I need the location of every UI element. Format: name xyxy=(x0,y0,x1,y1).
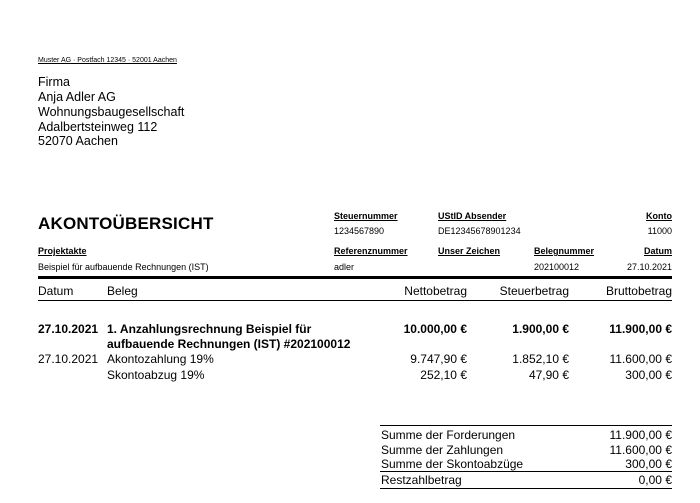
main-row-beleg-line2: aufbauende Rechnungen (IST) #202100012 xyxy=(107,337,351,351)
summary-value: 11.600,00 € xyxy=(609,443,672,457)
konto-value: 11000 xyxy=(647,226,672,236)
table-row-steuer: 1.852,10 € xyxy=(512,352,569,366)
col-header-datum: Datum xyxy=(38,284,74,298)
summary-mid-rule xyxy=(380,471,672,472)
summary-label: Summe der Forderungen xyxy=(381,428,516,442)
steuernummer-value: 1234567890 xyxy=(334,226,385,236)
col-header-netto: Nettobetrag xyxy=(404,284,467,298)
table-top-rule xyxy=(38,276,672,279)
summary-label: Summe der Zahlungen xyxy=(381,443,504,457)
referenz-label: Referenznummer xyxy=(334,246,408,256)
main-row-beleg-line1: 1. Anzahlungsrechnung Beispiel für xyxy=(107,322,312,336)
summary-label: Restzahlbetrag xyxy=(381,473,462,487)
recipient-line-1: Firma xyxy=(38,75,70,89)
summary-top-rule xyxy=(380,425,672,426)
beleg-label: Belegnummer xyxy=(534,246,595,256)
sender-line: Muster AG · Postfach 12345 · 52001 Aachen xyxy=(38,57,177,64)
summary-bottom-rule xyxy=(380,488,672,489)
table-row-datum: 27.10.2021 xyxy=(38,352,99,366)
projekt-label: Projektakte xyxy=(38,246,87,256)
col-header-beleg: Beleg xyxy=(107,284,138,298)
table-row-beleg: Skontoabzug 19% xyxy=(107,368,205,382)
table-row-brutto: 300,00 € xyxy=(625,368,672,382)
datum-value: 27.10.2021 xyxy=(626,262,672,272)
main-row-datum: 27.10.2021 xyxy=(38,322,99,336)
table-header-rule xyxy=(38,300,672,301)
main-row-netto: 10.000,00 € xyxy=(403,322,467,336)
referenz-value: adler xyxy=(334,262,355,272)
beleg-value: 202100012 xyxy=(534,262,580,272)
ustid-value: DE12345678901234 xyxy=(438,226,521,236)
summary-value: 11.900,00 € xyxy=(609,428,672,442)
recipient-line-3: Wohnungsbaugesellschaft xyxy=(38,105,185,119)
steuernummer-label: Steuernummer xyxy=(334,211,398,221)
ustid-label: UStID Absender xyxy=(438,211,507,221)
recipient-line-5: 52070 Aachen xyxy=(38,134,118,148)
summary-value: 0,00 € xyxy=(638,473,672,487)
document-title: AKONTOÜBERSICHT xyxy=(38,214,214,233)
recipient-line-2: Anja Adler AG xyxy=(38,90,116,104)
col-header-brutto: Bruttobetrag xyxy=(605,284,672,298)
table-row-netto: 9.747,90 € xyxy=(410,352,467,366)
col-header-steuer: Steuerbetrag xyxy=(499,284,569,298)
table-row-steuer: 47,90 € xyxy=(528,368,569,382)
main-row-brutto: 11.900,00 € xyxy=(609,322,672,336)
projekt-value: Beispiel für aufbauende Rechnungen (IST) xyxy=(38,262,209,272)
table-row-brutto: 11.600,00 € xyxy=(609,352,672,366)
main-row-steuer: 1.900,00 € xyxy=(512,322,569,336)
table-row-netto: 252,10 € xyxy=(420,368,467,382)
summary-value: 300,00 € xyxy=(625,457,672,471)
recipient-line-4: Adalbertsteinweg 112 xyxy=(38,120,158,134)
datum-label: Datum xyxy=(643,246,672,256)
table-row-beleg: Akontozahlung 19% xyxy=(107,352,214,366)
zeichen-label: Unser Zeichen xyxy=(438,246,501,256)
konto-label: Konto xyxy=(646,211,672,221)
summary-label: Summe der Skontoabzüge xyxy=(381,457,524,471)
